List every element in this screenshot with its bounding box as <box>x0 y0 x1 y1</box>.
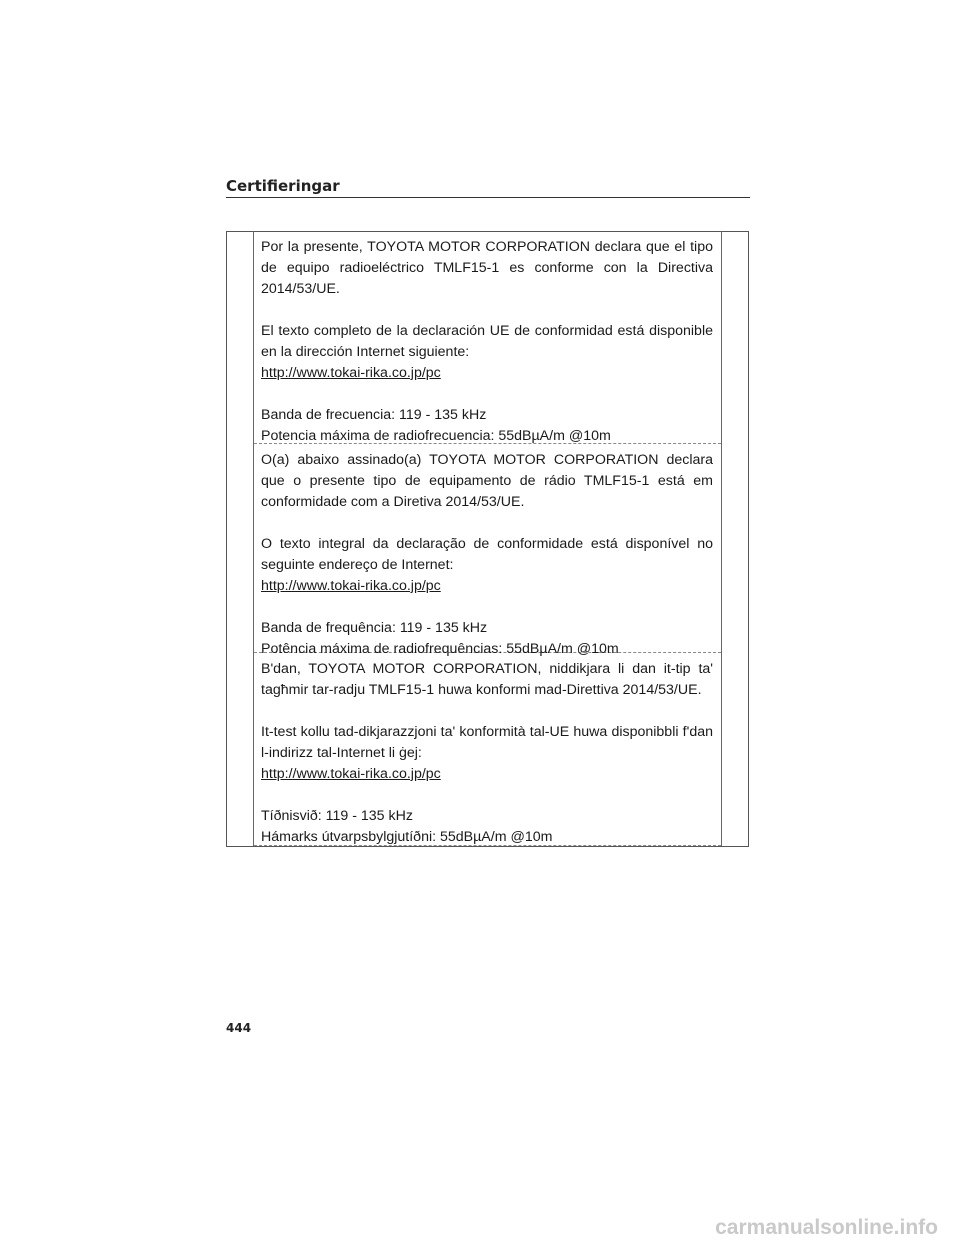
declaration-url-link[interactable]: http://www.tokai-rika.co.jp/pc <box>261 365 441 381</box>
declaration-maltese <box>254 653 721 846</box>
watermark: carmanualsonline.info <box>715 1216 938 1239</box>
frequency-band: Tíðnisvið: 119 - 135 kHz <box>261 808 413 824</box>
certification-content-box <box>253 231 722 846</box>
section-title: Certifieringar <box>226 177 340 195</box>
max-power: Potencia máxima de radiofrecuencia: 55dBµA/m @10m <box>261 428 611 444</box>
full-text-notice: It-test kollu tad-dikjarazzjoni ta' konformità tal-UE huwa disponibbli f'dan l-indirizz tal-Internet li ġej: <box>261 724 713 761</box>
frequency-band: Banda de frecuencia: 119 - 135 kHz <box>261 407 487 423</box>
frequency-band: Banda de frequência: 119 - 135 kHz <box>261 620 488 636</box>
full-text-notice: El texto completo de la declaración UE de conformidad está disponible en la dirección Internet siguiente: <box>261 323 713 360</box>
declaration-portuguese <box>254 444 721 657</box>
declaration-text: O(a) abaixo assinado(a) TOYOTA MOTOR CORPORATION declara que o presente tipo de equipamento de rádio TMLF15-1 está em conformidade com a Diretiva 2014/53/UE. <box>261 452 713 510</box>
full-text-notice: O texto integral da declaração de conformidade está disponível no seguinte endereço de Internet: <box>261 536 713 573</box>
declaration-url-link[interactable]: http://www.tokai-rika.co.jp/pc <box>261 578 441 594</box>
declaration-text: Por la presente, TOYOTA MOTOR CORPORATION declara que el tipo de equipo radioeléctrico TMLF15-1 es conforme con la Directiva 2014/53/UE. <box>261 239 713 297</box>
declaration-url-link[interactable]: http://www.tokai-rika.co.jp/pc <box>261 766 441 782</box>
declaration-text: B'dan, TOYOTA MOTOR CORPORATION, niddikjara li dan it-tip ta' tagħmir tar-radju TMLF15-1 huwa konformi mad-Direttiva 2014/53/UE. <box>261 661 713 698</box>
max-power: Potência máxima de radiofrequências: 55dBµA/m @10m <box>261 641 619 657</box>
max-power: Hámarks útvarpsbylgjutíðni: 55dBµA/m @10m <box>261 829 553 845</box>
page-number: 444 <box>226 1021 252 1035</box>
header-divider <box>226 197 750 198</box>
declaration-spanish <box>254 231 721 444</box>
